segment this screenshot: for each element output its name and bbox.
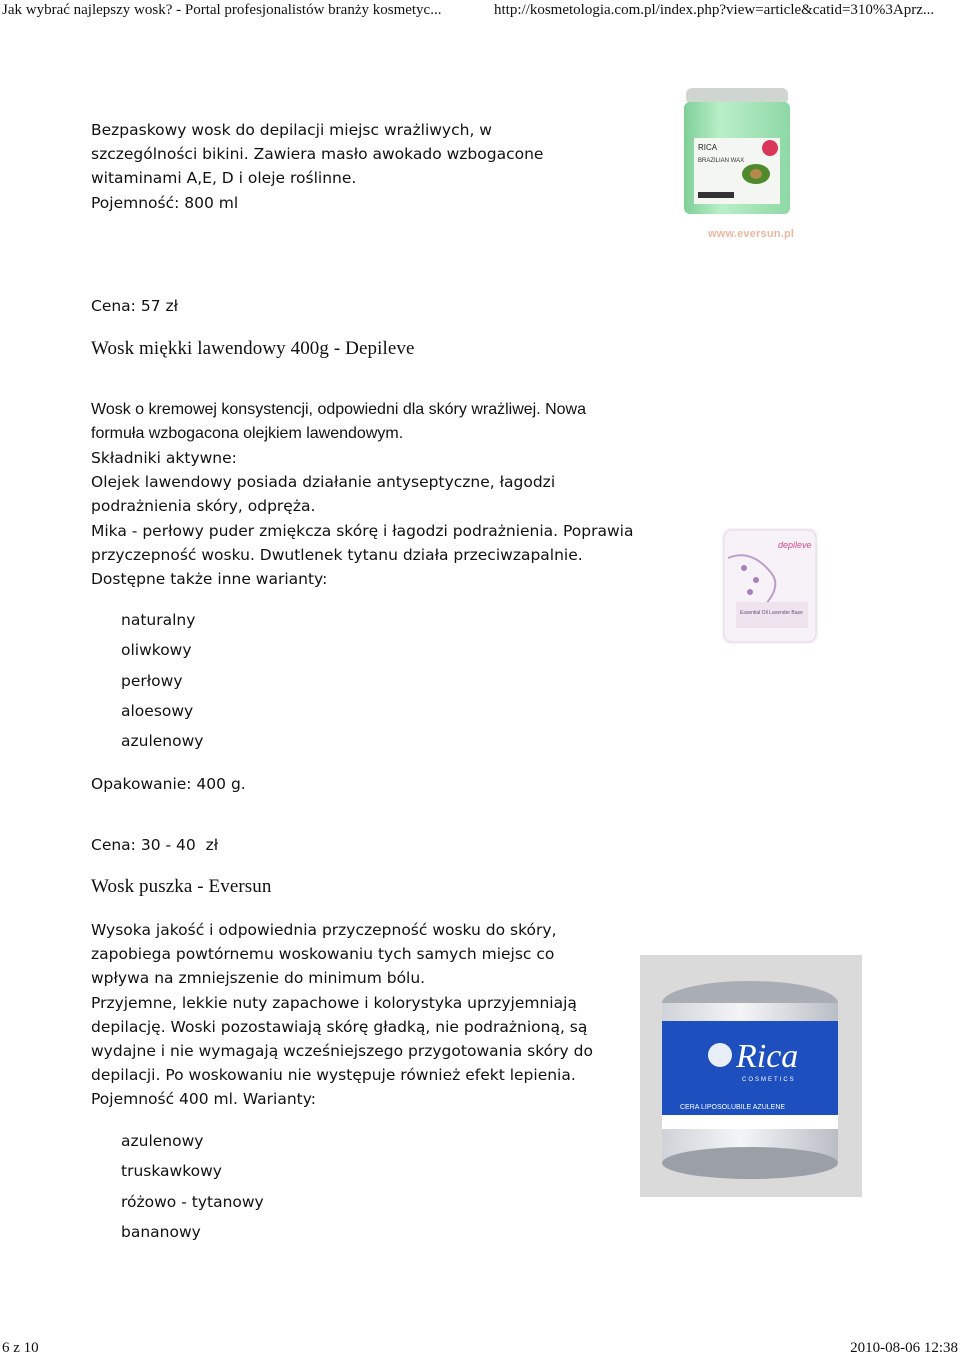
product3-line: Pojemność 400 ml. Warianty: xyxy=(91,1090,316,1109)
jar1-brand: RICA xyxy=(698,143,718,152)
product1-description xyxy=(91,118,651,215)
page-url: http://kosmetologia.com.pl/index.php?view=article&catid=310%3Aprz... xyxy=(494,2,935,18)
product3-variants xyxy=(121,1126,264,1247)
product2-line: przyczepność wosku. Dwutlenek tytanu działa przeciwzapalnie. xyxy=(91,545,583,564)
product3-line: wydajne i nie wymagają wcześniejszego przygotowania skóry do xyxy=(91,1042,593,1061)
product2-line: Dostępne także inne warianty: xyxy=(91,570,328,589)
tin-brand-sub: COSMETICS xyxy=(742,1077,796,1083)
product2-variants xyxy=(121,605,203,756)
product2-title: Wosk miękki lawendowy 400g - Depileve xyxy=(91,338,415,359)
product2-image xyxy=(722,528,818,644)
page-number: 6 z 10 xyxy=(2,1340,39,1356)
product2-line: Składniki aktywne: xyxy=(91,449,237,467)
product2-ingredients xyxy=(91,446,651,591)
product3-line: Przyjemne, lekkie nuty zapachowe i kolorystyka uprzyjemniają xyxy=(91,993,577,1012)
jar2-brand: depileve xyxy=(778,540,812,550)
product1-line: szczególności bikini. Zawiera masło awokado wzbogacone xyxy=(91,145,544,164)
product3-line: depilację. Woski pozostawiają skórę gładką, nie podrażnioną, są xyxy=(91,1017,588,1036)
list-item: azulenowy xyxy=(121,1132,204,1150)
product3-description xyxy=(91,918,651,1112)
print-footer xyxy=(0,1338,960,1358)
list-item: różowo - tytanowy xyxy=(121,1192,264,1211)
product2-line: Wosk o kremowej konsystencji, odpowiedni dla skóry wrażliwej. Nowa xyxy=(91,401,587,418)
list-item: truskawkowy xyxy=(121,1162,222,1181)
tin-label: CERA LIPOSOLUBILE AZULENE xyxy=(680,1104,786,1111)
jar1-label: BRAZILIAN WAX xyxy=(698,158,745,164)
page-title: Jak wybrać najlepszy wosk? - Portal profesjonalistów branży kosmetyc... xyxy=(2,2,442,18)
product2-line: podrażnienia skóry, odpręża. xyxy=(91,497,316,516)
list-item: naturalny xyxy=(121,611,196,629)
image-watermark: www.eversun.pl xyxy=(708,228,795,240)
list-item: bananowy xyxy=(121,1222,201,1241)
product1-image xyxy=(684,88,790,216)
print-datetime: 2010-08-06 12:38 xyxy=(850,1340,958,1356)
product2-line: Mika - perłowy puder zmiękcza skórę i łagodzi podrażnienia. Poprawia xyxy=(91,521,634,540)
product3-image xyxy=(640,955,862,1197)
tin-brand: Rica xyxy=(736,1038,799,1075)
product3-title: Wosk puszka - Eversun xyxy=(91,876,272,897)
product1-price: Cena: 57 zł xyxy=(91,297,179,315)
product1-line: Pojemność: 800 ml xyxy=(91,193,239,212)
product2-packaging: Opakowanie: 400 g. xyxy=(91,775,246,793)
list-item: aloesowy xyxy=(121,701,194,720)
list-item: oliwkowy xyxy=(121,641,192,660)
product1-line: Bezpaskowy wosk do depilacji miejsc wrażliwych, w xyxy=(91,121,492,139)
list-item: azulenowy xyxy=(121,732,204,751)
product2-line: Olejek lawendowy posiada działanie antyseptyczne, łagodzi xyxy=(91,473,556,492)
print-header xyxy=(0,0,960,20)
product3-line: depilacji. Po woskowaniu nie występuje również efekt lepienia. xyxy=(91,1066,576,1085)
product1-line: witaminami A,E, D i oleje roślinne. xyxy=(91,169,357,188)
product2-description xyxy=(91,398,651,446)
list-item: perłowy xyxy=(121,671,183,690)
product2-price: Cena: 30 - 40 zł xyxy=(91,836,219,854)
jar2-label: Essential Oil Lavender Base xyxy=(740,610,803,616)
product3-line: zapobiega powtórnemu woskowaniu tych samych miejsc co xyxy=(91,945,555,964)
product3-line: Wysoka jakość i odpowiednia przyczepność wosku do skóry, xyxy=(91,921,557,939)
product3-line: wpływa na zmniejszenie do minimum bólu. xyxy=(91,969,426,988)
product2-line: formuła wzbogacona olejkiem lawendowym. xyxy=(91,425,404,443)
